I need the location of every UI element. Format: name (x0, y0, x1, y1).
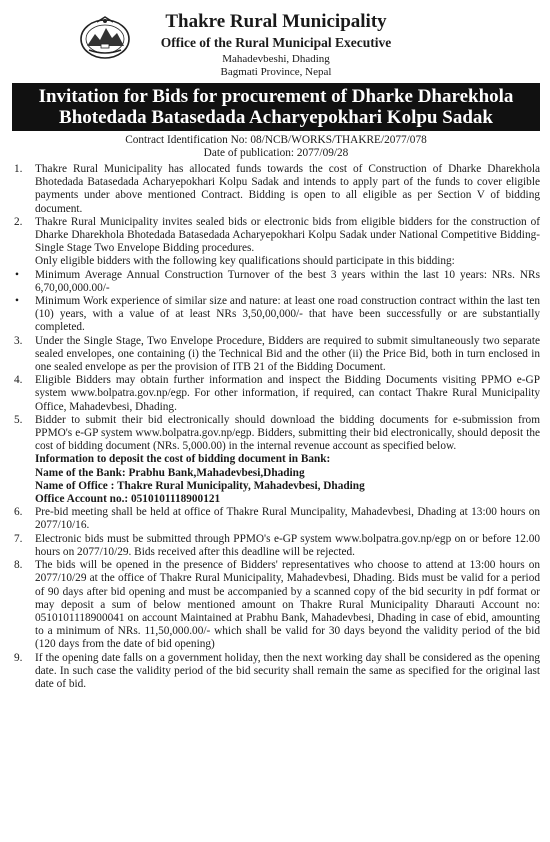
clause-number: 4. (14, 374, 23, 387)
clause-text: Electronic bids must be submitted through PPMO's e-GP system www.bolpatra.gov.np/egp on or before 12.00 hours on 2077/10/29. Bids received after this deadline will be rejected. (35, 532, 540, 558)
qualification-text: Minimum Average Annual Construction Turnover of the best 3 years within the last 10 years: NRs. NRs 6,70,00,000.00/- (35, 268, 540, 294)
clause-text: Thakre Rural Municipality invites sealed bids or electronic bids from eligible bidders for the construction of Dharke Dharekhola Bhotedada Batasedada Acharyepokhari Kolpu Sadak under National Competitive Bidding-Single Stage Two Envelope Bidding procedures. (35, 215, 540, 255)
banner-line-2: Bhotedada Batasedada Acharyepokhari Kolpu Sadak (59, 107, 493, 128)
clause-text: The bids will be opened in the presence of Bidders' representatives who choose to attend at 13:00 hours on 2077/10/29 at the office of Thakre Rural Municipality, Mahadevbesi, Dhading. Bids must be valid for a period of 90 days after bid opening and must be accompanied by a scanned copy of the bid security in pdf format or may deposit a sum of below mentioned amount on Thakre Rural Municipality Dharauti Account no: 0510101118900041 on account Maintained at Prabhu Bank, Mahadevbesi, Dhading in case of ebid, amounting to a minimum of NRs. 11,50,000.00/- which shall be valid for 30 days beyond the validity period of the bid (120 days from the date of bid opening) (35, 559, 540, 651)
notice-clauses (12, 163, 540, 691)
publication-date: Date of publication: 2077/09/28 (203, 147, 349, 159)
contract-id: Contract Identification No: 08/NCB/WORKS/THAKRE/2077/078 (125, 134, 427, 146)
banner-line-1: Invitation for Bids for procurement of Dharke Dharekhola (38, 86, 514, 107)
bank-info (12, 453, 540, 506)
contract-meta (12, 134, 540, 160)
address-line-1: Mahadevbeshi, Dhading (222, 53, 330, 65)
invitation-banner (12, 83, 540, 131)
qualification-note: Only eligible bidders with the following key qualifications should participate in this bidding: (35, 255, 455, 268)
clause-text: Bidder to submit their bid electronically should download the bidding documents for e-submission from PPMO's e-GP system www.bolpatra.gov.np/egp. Bidders, submitting their bid electronically, should deposit the cost of bidding document (NRs. 5,000.00) in the internal revenue account as specified below. (35, 413, 540, 453)
notice-header (12, 0, 540, 80)
clause-8 (12, 559, 540, 651)
address-line-2: Bagmati Province, Nepal (220, 66, 332, 78)
bank-name: Name of the Bank: Prabhu Bank,Mahadevbesi,Dhading (35, 466, 305, 479)
clause-number: 6. (14, 506, 23, 519)
clause-number: 2. (14, 215, 23, 228)
qualification-experience (12, 295, 540, 335)
bank-info-heading: Information to deposit the cost of bidding document in Bank: (35, 453, 331, 466)
clause-1 (12, 163, 540, 216)
clause-number: 9. (14, 651, 23, 664)
clause-5 (12, 414, 540, 454)
clause-3 (12, 335, 540, 375)
bullet-icon: • (15, 268, 19, 281)
clause-number: 1. (14, 163, 23, 175)
bank-account-number: Office Account no.: 0510101118900121 (35, 493, 221, 506)
clause-2 (12, 216, 540, 256)
office-name: Office of the Rural Municipal Executive (160, 35, 392, 50)
bank-office-name: Name of Office : Thakre Rural Municipality, Mahadevbesi, Dhading (35, 479, 365, 492)
clause-number: 5. (14, 413, 23, 426)
clause-number: 3. (14, 334, 23, 347)
clause-6 (12, 506, 540, 532)
clause-9 (12, 652, 540, 692)
clause-text: Eligible Bidders may obtain further information and inspect the Bidding Documents visiting PPMO e-GP system www.bolpatra.gov.np/egp. For other information, if required, can contact Thakre Rural Municipality Office, Mahadevbesi, Dhading. (35, 374, 540, 413)
clause-4 (12, 374, 540, 414)
clause-text: Thakre Rural Municipality has allocated funds towards the cost of Construction of Dharke Dharekhola Bhotedada Batasedada Acharyepokhari Kolpu Sadak and intends to apply part of the funds to cover eligible payments under above mentioned Contract. Bidding is open to all eligible as per Section V of bidding document. (35, 163, 540, 215)
clause-number: 7. (14, 532, 23, 545)
clause-text: If the opening date falls on a government holiday, then the next working day shall be considered as the opening date. In such case the validity period of the bid security shall remain the same as specified for the original last date of bid. (35, 651, 540, 690)
clause-text: Under the Single Stage, Two Envelope Procedure, Bidders are required to submit simultaneously two separate sealed envelopes, one containing (i) the Technical Bid and the other (ii) the Price Bid, both in turn enclosed in one sealed envelope as per the provision of ITB 21 of the Bidding Document. (35, 334, 540, 374)
clause-number: 8. (14, 559, 23, 572)
bullet-icon: • (15, 295, 19, 308)
clause-7 (12, 533, 540, 559)
qualification-turnover (12, 269, 540, 295)
clause-text: Pre-bid meeting shall be held at office of Thakre Rural Muncipality, Mahadevbesi, Dhading at 13:00 hours on 2077/10/16. (35, 506, 540, 532)
municipality-title: Thakre Rural Municipality (165, 11, 387, 32)
qualification-text: Minimum Work experience of similar size and nature: at least one road construction contract within the last ten (10) years, with a value of at least NRs 3,50,00,000/- that have been successfully or are substantially completed. (35, 295, 540, 334)
